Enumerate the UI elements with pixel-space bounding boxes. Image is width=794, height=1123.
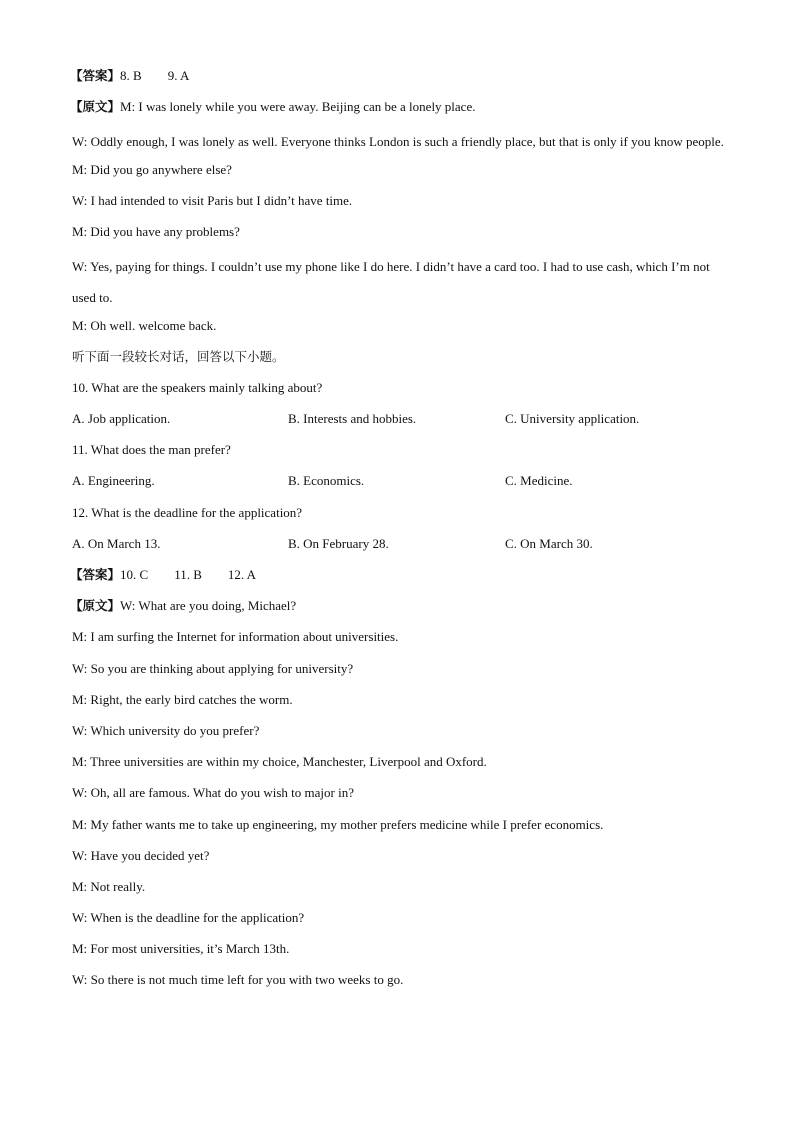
dialogue-line: M: Three universities are within my choice, Manchester, Liverpool and Oxford. [72, 754, 487, 770]
options-12 [72, 532, 732, 563]
answer-9: 9. A [167, 68, 190, 83]
dialogue-line: M: My father wants me to take up engineering, my mother prefers medicine while I prefer economics. [72, 816, 604, 832]
dialogue-line: W: Yes, paying for things. I couldn’t use my phone like I do here. I didn’t have a card too. I had to use cash, which I’m not used to. [72, 259, 710, 306]
option-a: A. Engineering. [72, 473, 155, 489]
dialogue-line: M: For most universities, it’s March 13th. [72, 941, 290, 957]
options-10 [72, 407, 732, 438]
option-b: B. Economics. [288, 473, 365, 489]
dialogue-line: W: Oh, all are famous. What do you wish to major in? [72, 785, 354, 801]
option-c: C. Medicine. [505, 473, 573, 489]
transcript-tag: 【原文】 [70, 99, 121, 115]
option-a: A. On March 13. [72, 535, 161, 551]
answer-12: 12. A [227, 567, 257, 583]
dialogue-line: M: Did you have any problems? [72, 223, 240, 239]
dialogue-line: W: Oddly enough, I was lonely as well. Everyone thinks London is such a friendly place, but that is only if you know people. [72, 134, 724, 150]
answer-11: 11. B [174, 567, 202, 583]
answer-8: 8. B [120, 68, 142, 83]
answer-tag: 【答案】 [70, 567, 121, 583]
option-b: B. Interests and hobbies. [288, 411, 417, 427]
transcript-line-1 [72, 95, 732, 126]
question-10: 10. What are the speakers mainly talking about? [72, 379, 323, 395]
answer-line-1 [72, 64, 732, 95]
transcript-tag: 【原文】 [70, 598, 121, 614]
dialogue-line: M: I was lonely while you were away. Beijing can be a lonely place. [120, 99, 476, 115]
dialogue-line: W: So you are thinking about applying for university? [72, 660, 354, 676]
dialogue-line: M: Did you go anywhere else? [72, 161, 232, 177]
question-11: 11. What does the man prefer? [72, 442, 231, 458]
transcript-line-2 [72, 594, 732, 625]
document-page [72, 64, 732, 1000]
dialogue-line: W: Which university do you prefer? [72, 722, 260, 738]
answer-line-2 [72, 563, 732, 594]
dialogue-line: M: I am surfing the Internet for information about universities. [72, 629, 399, 645]
dialogue-line: W: Have you decided yet? [72, 847, 210, 863]
option-b: B. On February 28. [288, 535, 389, 551]
options-11 [72, 469, 732, 500]
answer-10: 10. C [120, 567, 149, 583]
dialogue-line: M: Right, the early bird catches the worm. [72, 691, 293, 707]
dialogue-line: M: Not really. [72, 878, 146, 894]
dialogue-line: W: So there is not much time left for you with two weeks to go. [72, 972, 404, 988]
dialogue-line: W: I had intended to visit Paris but I didn’t have time. [72, 192, 353, 208]
question-12: 12. What is the deadline for the application? [72, 504, 303, 520]
option-c: C. University application. [505, 411, 640, 427]
dialogue-line: W: When is the deadline for the application? [72, 910, 305, 926]
option-c: C. On March 30. [505, 535, 593, 551]
answer-tag: 【答案】 [70, 68, 121, 83]
section-instruction: 听下面一段较长对话，回答以下小题。 [72, 348, 285, 364]
option-a: A. Job application. [72, 411, 171, 427]
dialogue-line: W: What are you doing, Michael? [120, 598, 297, 614]
dialogue-line: M: Oh well. welcome back. [72, 317, 217, 333]
